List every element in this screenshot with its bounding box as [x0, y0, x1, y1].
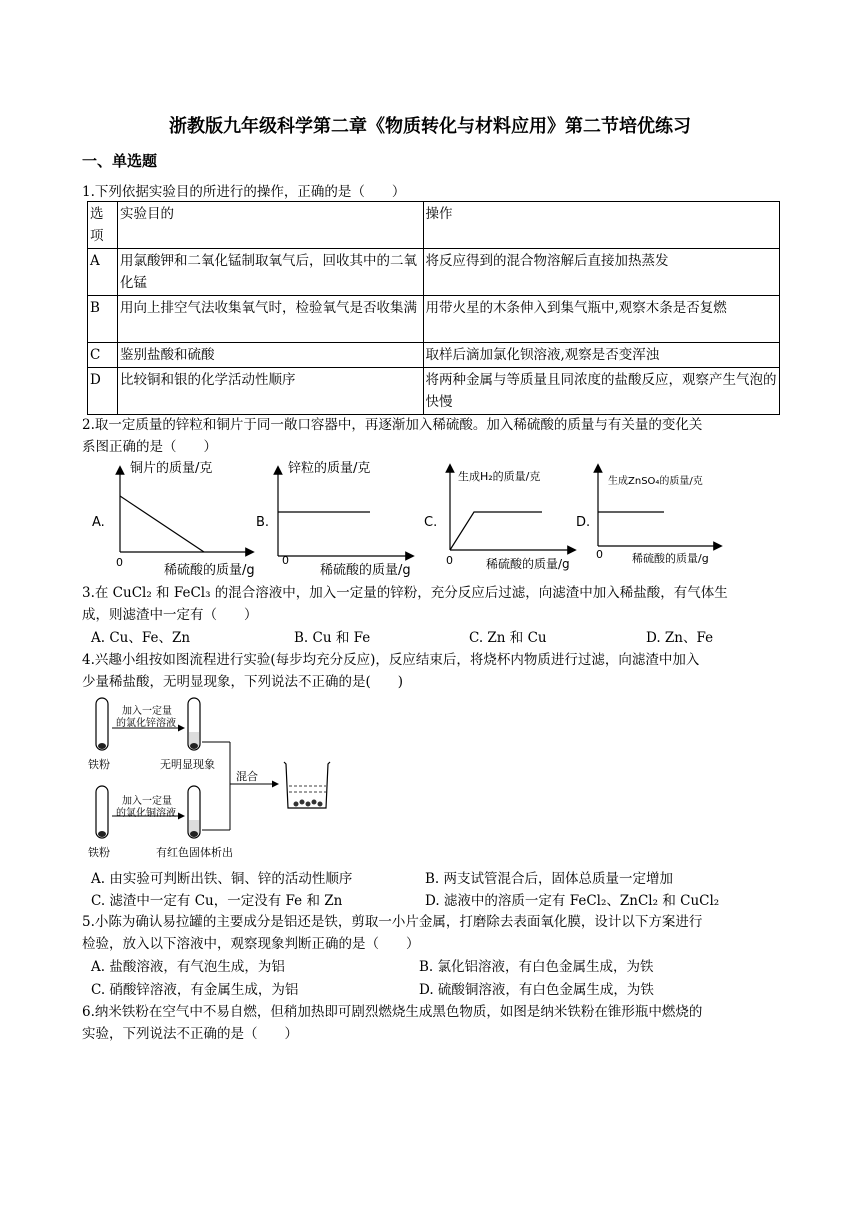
graph-letter: D. — [576, 515, 591, 530]
x-axis-label: 稀硫酸的质量/g — [320, 563, 411, 578]
test-tube-icon — [96, 698, 108, 750]
q6-line2: 实验，下列说法不正确的是（ ） — [82, 1026, 298, 1042]
y-axis-label: 铜片的质量/克 — [130, 461, 213, 476]
table-row — [88, 343, 780, 368]
graph-letter: B. — [256, 515, 270, 530]
row-option: B — [88, 296, 118, 343]
y-axis-label: 生成H₂的质量/克 — [458, 470, 541, 483]
test-tube-icon — [96, 786, 108, 838]
arrow-label: 的氯化锌溶液 — [116, 718, 176, 729]
graph-curve — [450, 512, 542, 550]
tube-label: 无明显现象 — [160, 758, 215, 771]
q4-option-a[interactable]: A. 由实验可判断出铁、铜、锌的活动性顺序 — [91, 871, 353, 887]
row-operation: 用带火星的木条伸入到集气瓶中,观察木条是否复燃 — [423, 296, 779, 343]
arrow-label: 的氯化铜溶液 — [116, 808, 176, 819]
graph-letter: C. — [424, 515, 438, 530]
table-row — [88, 249, 780, 296]
y-axis-label: 生成ZnSO₄的质量/克 — [608, 476, 703, 487]
q1-stem: 1.下列依据实验目的所进行的操作，正确的是（ ） — [82, 184, 406, 200]
page-title: 浙教版九年级科学第二章《物质转化与材料应用》第二节培优练习 — [169, 116, 691, 137]
row-option: A — [88, 249, 118, 296]
row-operation: 将两种金属与等质量且同浓度的盐酸反应，观察产生气泡的快慢 — [423, 368, 779, 415]
row-goal: 用氯酸钾和二氧化锰制取氧气后，回收其中的二氧化锰 — [117, 249, 423, 296]
q3-option-c[interactable]: C. Zn 和 Cu — [469, 630, 547, 646]
graph-letter: A. — [92, 515, 105, 530]
origin-label: 0 — [596, 548, 603, 561]
graph-b — [256, 460, 411, 578]
q4-line1: 4.兴趣小组按如图流程进行实验(每步均充分反应)，反应结束后，将烧杯内物质进行过滤，向滤渣中加入 — [82, 652, 700, 668]
mix-label: 混合 — [236, 770, 258, 783]
q5-option-a[interactable]: A. 盐酸溶液，有气泡生成，为铝 — [91, 959, 285, 975]
tube-label: 铁粉 — [88, 758, 110, 771]
q5-line1: 5.小陈为确认易拉罐的主要成分是铝还是铁，剪取一小片金属，打磨除去表面氧化膜，设计以下方案进行 — [82, 914, 703, 930]
row-operation: 取样后滴加氯化钡溶液,观察是否变浑浊 — [423, 343, 779, 368]
q5-option-c[interactable]: C. 硝酸锌溶液，有金属生成，为铝 — [91, 982, 299, 998]
header-operation: 操作 — [423, 202, 779, 249]
q3-option-a[interactable]: A. Cu、Fe、Zn — [91, 630, 191, 646]
q6-line1: 6.纳米铁粉在空气中不易自燃，但稍加热即可剧烈燃烧生成黑色物质，如图是纳米铁粉在锥形瓶中燃烧的 — [82, 1004, 703, 1020]
graph-d — [576, 468, 718, 565]
section-heading: 一、单选题 — [82, 152, 158, 170]
row-option: C — [88, 343, 118, 368]
q2-line1: 2.取一定质量的锌粒和铜片于同一敞口容器中，再逐渐加入稀硫酸。加入稀硫酸的质量与有关量的变化关 — [82, 417, 703, 433]
graph-curve — [120, 496, 204, 552]
graph-a — [92, 460, 255, 578]
beaker-icon — [284, 762, 330, 808]
q4-option-d[interactable]: D. 滤液中的溶质一定有 FeCl₂、ZnCl₂ 和 CuCl₂ — [425, 893, 720, 909]
q4-option-c[interactable]: C. 滤渣中一定有 Cu，一定没有 Fe 和 Zn — [91, 893, 343, 909]
row-goal: 用向上排空气法收集氧气时，检验氧气是否收集满 — [117, 296, 423, 343]
row-option: D — [88, 368, 118, 415]
row-operation: 将反应得到的混合物溶解后直接加热蒸发 — [423, 249, 779, 296]
q3-option-d[interactable]: D. Zn、Fe — [646, 630, 714, 646]
x-axis-label: 稀硫酸的质量/g — [164, 563, 255, 578]
q5-line2: 检验，放入以下溶液中，观察现象判断正确的是（ ） — [82, 936, 420, 952]
tube-label: 铁粉 — [88, 846, 110, 859]
q5-option-d[interactable]: D. 硫酸铜溶液，有白色金属生成，为铁 — [419, 982, 654, 998]
table-header-row — [88, 202, 780, 249]
x-axis-label: 稀硫酸的质量/g — [632, 552, 709, 565]
y-axis-label: 锌粒的质量/克 — [288, 461, 371, 476]
tube-label: 有红色固体析出 — [156, 846, 233, 859]
arrow-label: 加入一定量 — [122, 706, 172, 717]
arrow-label: 加入一定量 — [122, 796, 172, 807]
q2-line2: 系图正确的是（ ） — [82, 439, 217, 455]
q4-line2: 少量稀盐酸，无明显现象，下列说法不正确的是( ) — [82, 674, 404, 690]
row-goal: 鉴别盐酸和硫酸 — [117, 343, 423, 368]
row-goal: 比较铜和银的化学活动性顺序 — [117, 368, 423, 415]
q3-option-b[interactable]: B. Cu 和 Fe — [294, 630, 371, 646]
q1-table — [87, 201, 780, 415]
table-row — [88, 368, 780, 415]
q4-option-b[interactable]: B. 两支试管混合后，固体总质量一定增加 — [425, 871, 674, 887]
origin-label: 0 — [282, 554, 289, 567]
q5-option-b[interactable]: B. 氯化铝溶液，有白色金属生成，为铁 — [419, 959, 654, 975]
q4-flow-diagram — [84, 694, 344, 864]
origin-label: 0 — [446, 554, 453, 567]
table-row — [88, 296, 780, 343]
graph-c — [424, 468, 572, 571]
x-axis-label: 稀硫酸的质量/g — [486, 557, 570, 571]
origin-label: 0 — [116, 556, 123, 569]
header-option: 选项 — [88, 202, 118, 249]
q3-line1: 3.在 CuCl₂ 和 FeCl₃ 的混合溶液中，加入一定量的锌粉，充分反应后过滤，向滤渣中加入稀盐酸，有气体生 — [82, 585, 728, 601]
q3-line2: 成，则滤渣中一定有（ ） — [82, 607, 258, 623]
header-goal: 实验目的 — [117, 202, 423, 249]
q2-graphs — [80, 458, 780, 582]
